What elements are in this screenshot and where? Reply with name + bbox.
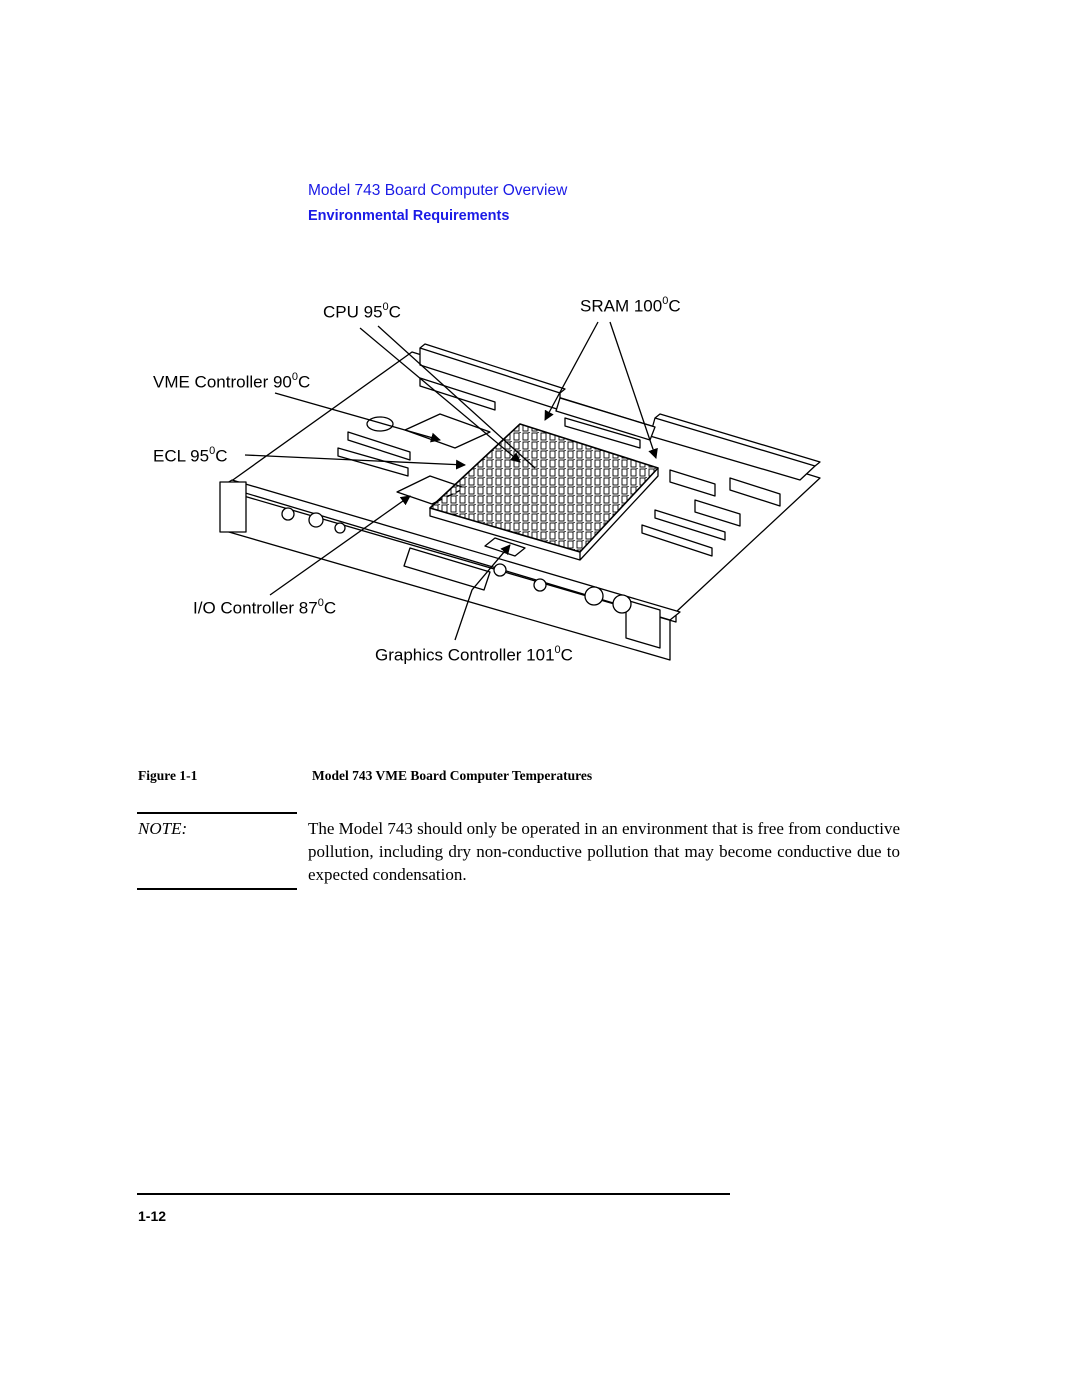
gfx-callout: Graphics Controller $101^0C$ xyxy=(375,644,573,665)
note-rule-bottom xyxy=(137,888,297,890)
port-6 xyxy=(585,587,603,605)
note-label: NOTE: xyxy=(138,819,188,838)
battery xyxy=(367,417,393,431)
running-header-subtitle: Environmental Requirements xyxy=(308,208,510,224)
port-5 xyxy=(534,579,546,591)
port-4 xyxy=(494,564,506,576)
running-header-title: Model 743 Board Computer Overview xyxy=(308,182,568,199)
figure-number: Figure 1-1 xyxy=(138,768,198,783)
vme-callout: VME Controller $90^0C$ xyxy=(153,371,311,392)
ecl-callout: ECL $95^0C$ xyxy=(153,445,228,466)
figure-caption: Model 743 VME Board Computer Temperatures xyxy=(312,768,593,783)
page-number: 1-12 xyxy=(138,1208,167,1224)
cpu-callout: CPU $95^0C$ xyxy=(323,301,401,322)
io-callout: I/O Controller $87^0C$ xyxy=(193,597,337,618)
sram-callout: SRAM $100^0C$ xyxy=(580,295,681,316)
port-1 xyxy=(282,508,294,520)
port-7 xyxy=(613,595,631,613)
port-3 xyxy=(335,523,345,533)
front-handle-left xyxy=(220,482,246,532)
note-text: The Model 743 should only be operated in an environment that is free from conductive pollution, including dry non-conductive pollution that may become conductive due to expected condensation. xyxy=(308,819,901,884)
port-2 xyxy=(309,513,323,527)
footer-rule xyxy=(137,1193,730,1195)
note-rule-top xyxy=(137,812,297,814)
